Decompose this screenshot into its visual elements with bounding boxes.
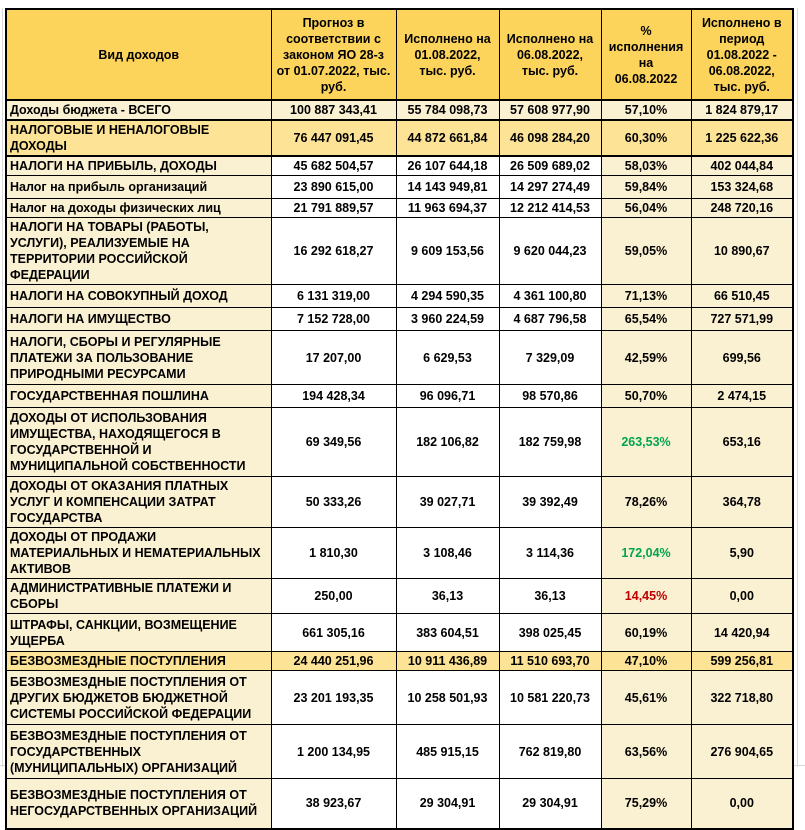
percent-cell: 78,26% — [601, 477, 691, 528]
period-cell: 322 718,80 — [691, 671, 793, 725]
executed-0608-cell: 4 687 796,58 — [499, 308, 601, 331]
table-row — [6, 100, 793, 120]
executed-0108-cell: 96 096,71 — [396, 385, 499, 408]
table-row — [6, 779, 793, 829]
header-row — [6, 9, 793, 100]
income-type-cell: НАЛОГИ НА СОВОКУПНЫЙ ДОХОД — [6, 285, 271, 308]
income-type-cell: НАЛОГОВЫЕ И НЕНАЛОГОВЫЕ ДОХОДЫ — [6, 120, 271, 156]
table-row — [6, 652, 793, 671]
percent-cell: 42,59% — [601, 331, 691, 385]
executed-0108-cell: 36,13 — [396, 579, 499, 614]
percent-cell: 172,04% — [601, 528, 691, 579]
executed-0608-cell: 12 212 414,53 — [499, 199, 601, 218]
table-row — [6, 120, 793, 156]
forecast-cell: 6 131 319,00 — [271, 285, 396, 308]
forecast-cell: 1 810,30 — [271, 528, 396, 579]
income-type-cell: БЕЗВОЗМЕЗДНЫЕ ПОСТУПЛЕНИЯ ОТ ГОСУДАРСТВЕННЫХ (МУНИЦИПАЛЬНЫХ) ОРГАНИЗАЦИЙ — [6, 725, 271, 779]
table-row — [6, 218, 793, 285]
income-type-cell: Доходы бюджета - ВСЕГО — [6, 100, 271, 120]
table-row — [6, 614, 793, 652]
forecast-cell: 50 333,26 — [271, 477, 396, 528]
column-header-period: Исполнено в период 01.08.2022 - 06.08.2022, тыс. руб. — [691, 9, 793, 100]
income-type-cell: ГОСУДАРСТВЕННАЯ ПОШЛИНА — [6, 385, 271, 408]
percent-cell: 75,29% — [601, 779, 691, 829]
percent-cell: 45,61% — [601, 671, 691, 725]
table-row — [6, 725, 793, 779]
forecast-cell: 24 440 251,96 — [271, 652, 396, 671]
executed-0608-cell: 36,13 — [499, 579, 601, 614]
executed-0108-cell: 29 304,91 — [396, 779, 499, 829]
forecast-cell: 21 791 889,57 — [271, 199, 396, 218]
executed-0608-cell: 29 304,91 — [499, 779, 601, 829]
period-cell: 0,00 — [691, 579, 793, 614]
sheet-gridline-left — [2, 8, 3, 767]
forecast-cell: 7 152 728,00 — [271, 308, 396, 331]
income-type-cell: ДОХОДЫ ОТ ИСПОЛЬЗОВАНИЯ ИМУЩЕСТВА, НАХОДЯЩЕГОСЯ В ГОСУДАРСТВЕННОЙ И МУНИЦИПАЛЬНОЙ СОБСТВЕННОСТИ — [6, 408, 271, 477]
forecast-cell: 1 200 134,95 — [271, 725, 396, 779]
executed-0608-cell: 14 297 274,49 — [499, 176, 601, 199]
table-row — [6, 308, 793, 331]
table-row — [6, 385, 793, 408]
table-row — [6, 528, 793, 579]
table-row — [6, 176, 793, 199]
percent-cell: 59,84% — [601, 176, 691, 199]
period-cell: 248 720,16 — [691, 199, 793, 218]
period-cell: 276 904,65 — [691, 725, 793, 779]
period-cell: 66 510,45 — [691, 285, 793, 308]
executed-0608-cell: 11 510 693,70 — [499, 652, 601, 671]
percent-cell: 60,19% — [601, 614, 691, 652]
percent-cell: 50,70% — [601, 385, 691, 408]
table-row — [6, 408, 793, 477]
period-cell: 699,56 — [691, 331, 793, 385]
executed-0608-cell: 46 098 284,20 — [499, 120, 601, 156]
executed-0608-cell: 762 819,80 — [499, 725, 601, 779]
spreadsheet-page — [0, 8, 805, 819]
column-header-executed-0608: Исполнено на 06.08.2022, тыс. руб. — [499, 9, 601, 100]
executed-0608-cell: 182 759,98 — [499, 408, 601, 477]
column-header-percent: % исполнения на 06.08.2022 — [601, 9, 691, 100]
percent-cell: 263,53% — [601, 408, 691, 477]
income-type-cell: ШТРАФЫ, САНКЦИИ, ВОЗМЕЩЕНИЕ УЩЕРБА — [6, 614, 271, 652]
forecast-cell: 100 887 343,41 — [271, 100, 396, 120]
forecast-cell: 194 428,34 — [271, 385, 396, 408]
executed-0608-cell: 4 361 100,80 — [499, 285, 601, 308]
period-cell: 1 824 879,17 — [691, 100, 793, 120]
executed-0108-cell: 55 784 098,73 — [396, 100, 499, 120]
forecast-cell: 38 923,67 — [271, 779, 396, 829]
income-type-cell: БЕЗВОЗМЕЗДНЫЕ ПОСТУПЛЕНИЯ — [6, 652, 271, 671]
forecast-cell: 17 207,00 — [271, 331, 396, 385]
column-header-income-type: Вид доходов — [6, 9, 271, 100]
forecast-cell: 45 682 504,57 — [271, 156, 396, 176]
forecast-cell: 250,00 — [271, 579, 396, 614]
income-type-cell: НАЛОГИ, СБОРЫ И РЕГУЛЯРНЫЕ ПЛАТЕЖИ ЗА ПОЛЬЗОВАНИЕ ПРИРОДНЫМИ РЕСУРСАМИ — [6, 331, 271, 385]
income-type-cell: НАЛОГИ НА ТОВАРЫ (РАБОТЫ, УСЛУГИ), РЕАЛИЗУЕМЫЕ НА ТЕРРИТОРИИ РОССИЙСКОЙ ФЕДЕРАЦИИ — [6, 218, 271, 285]
percent-cell: 56,04% — [601, 199, 691, 218]
period-cell: 2 474,15 — [691, 385, 793, 408]
period-cell: 0,00 — [691, 779, 793, 829]
income-type-cell: ДОХОДЫ ОТ ОКАЗАНИЯ ПЛАТНЫХ УСЛУГ И КОМПЕНСАЦИИ ЗАТРАТ ГОСУДАРСТВА — [6, 477, 271, 528]
period-cell: 153 324,68 — [691, 176, 793, 199]
executed-0608-cell: 39 392,49 — [499, 477, 601, 528]
income-type-cell: НАЛОГИ НА ПРИБЫЛЬ, ДОХОДЫ — [6, 156, 271, 176]
period-cell: 599 256,81 — [691, 652, 793, 671]
executed-0108-cell: 11 963 694,37 — [396, 199, 499, 218]
percent-cell: 14,45% — [601, 579, 691, 614]
table-header — [6, 9, 793, 100]
period-cell: 10 890,67 — [691, 218, 793, 285]
percent-cell: 60,30% — [601, 120, 691, 156]
executed-0108-cell: 485 915,15 — [396, 725, 499, 779]
table-row — [6, 579, 793, 614]
executed-0608-cell: 7 329,09 — [499, 331, 601, 385]
income-type-cell: АДМИНИСТРАТИВНЫЕ ПЛАТЕЖИ И СБОРЫ — [6, 579, 271, 614]
period-cell: 1 225 622,36 — [691, 120, 793, 156]
executed-0608-cell: 398 025,45 — [499, 614, 601, 652]
column-header-forecast: Прогноз в соответствии с законом ЯО 28-з от 01.07.2022, тыс. руб. — [271, 9, 396, 100]
executed-0108-cell: 10 258 501,93 — [396, 671, 499, 725]
table-row — [6, 285, 793, 308]
executed-0608-cell: 57 608 977,90 — [499, 100, 601, 120]
income-type-cell: БЕЗВОЗМЕЗДНЫЕ ПОСТУПЛЕНИЯ ОТ ДРУГИХ БЮДЖЕТОВ БЮДЖЕТНОЙ СИСТЕМЫ РОССИЙСКОЙ ФЕДЕРАЦИИ — [6, 671, 271, 725]
forecast-cell: 661 305,16 — [271, 614, 396, 652]
forecast-cell: 69 349,56 — [271, 408, 396, 477]
period-cell: 14 420,94 — [691, 614, 793, 652]
income-type-cell: НАЛОГИ НА ИМУЩЕСТВО — [6, 308, 271, 331]
forecast-cell: 76 447 091,45 — [271, 120, 396, 156]
executed-0608-cell: 10 581 220,73 — [499, 671, 601, 725]
executed-0108-cell: 3 108,46 — [396, 528, 499, 579]
percent-cell: 71,13% — [601, 285, 691, 308]
table-row — [6, 477, 793, 528]
executed-0108-cell: 4 294 590,35 — [396, 285, 499, 308]
percent-cell: 59,05% — [601, 218, 691, 285]
executed-0608-cell: 26 509 689,02 — [499, 156, 601, 176]
percent-cell: 58,03% — [601, 156, 691, 176]
income-type-cell: Налог на прибыль организаций — [6, 176, 271, 199]
percent-cell: 63,56% — [601, 725, 691, 779]
income-type-cell: БЕЗВОЗМЕЗДНЫЕ ПОСТУПЛЕНИЯ ОТ НЕГОСУДАРСТВЕННЫХ ОРГАНИЗАЦИЙ — [6, 779, 271, 829]
executed-0608-cell: 3 114,36 — [499, 528, 601, 579]
period-cell: 364,78 — [691, 477, 793, 528]
executed-0108-cell: 39 027,71 — [396, 477, 499, 528]
forecast-cell: 23 890 615,00 — [271, 176, 396, 199]
sheet-gridline-right — [797, 8, 798, 767]
executed-0108-cell: 10 911 436,89 — [396, 652, 499, 671]
executed-0108-cell: 9 609 153,56 — [396, 218, 499, 285]
income-type-cell: Налог на доходы физических лиц — [6, 199, 271, 218]
table-body — [6, 100, 793, 829]
executed-0108-cell: 3 960 224,59 — [396, 308, 499, 331]
executed-0108-cell: 26 107 644,18 — [396, 156, 499, 176]
period-cell: 402 044,84 — [691, 156, 793, 176]
executed-0608-cell: 98 570,86 — [499, 385, 601, 408]
period-cell: 5,90 — [691, 528, 793, 579]
table-row — [6, 331, 793, 385]
executed-0608-cell: 9 620 044,23 — [499, 218, 601, 285]
period-cell: 727 571,99 — [691, 308, 793, 331]
percent-cell: 57,10% — [601, 100, 691, 120]
percent-cell: 47,10% — [601, 652, 691, 671]
percent-cell: 65,54% — [601, 308, 691, 331]
executed-0108-cell: 383 604,51 — [396, 614, 499, 652]
executed-0108-cell: 44 872 661,84 — [396, 120, 499, 156]
column-header-executed-0108: Исполнено на 01.08.2022, тыс. руб. — [396, 9, 499, 100]
income-type-cell: ДОХОДЫ ОТ ПРОДАЖИ МАТЕРИАЛЬНЫХ И НЕМАТЕРИАЛЬНЫХ АКТИВОВ — [6, 528, 271, 579]
budget-income-table — [5, 8, 794, 830]
forecast-cell: 23 201 193,35 — [271, 671, 396, 725]
executed-0108-cell: 14 143 949,81 — [396, 176, 499, 199]
table-row — [6, 199, 793, 218]
table-row — [6, 156, 793, 176]
period-cell: 653,16 — [691, 408, 793, 477]
table-row — [6, 671, 793, 725]
forecast-cell: 16 292 618,27 — [271, 218, 396, 285]
executed-0108-cell: 6 629,53 — [396, 331, 499, 385]
executed-0108-cell: 182 106,82 — [396, 408, 499, 477]
